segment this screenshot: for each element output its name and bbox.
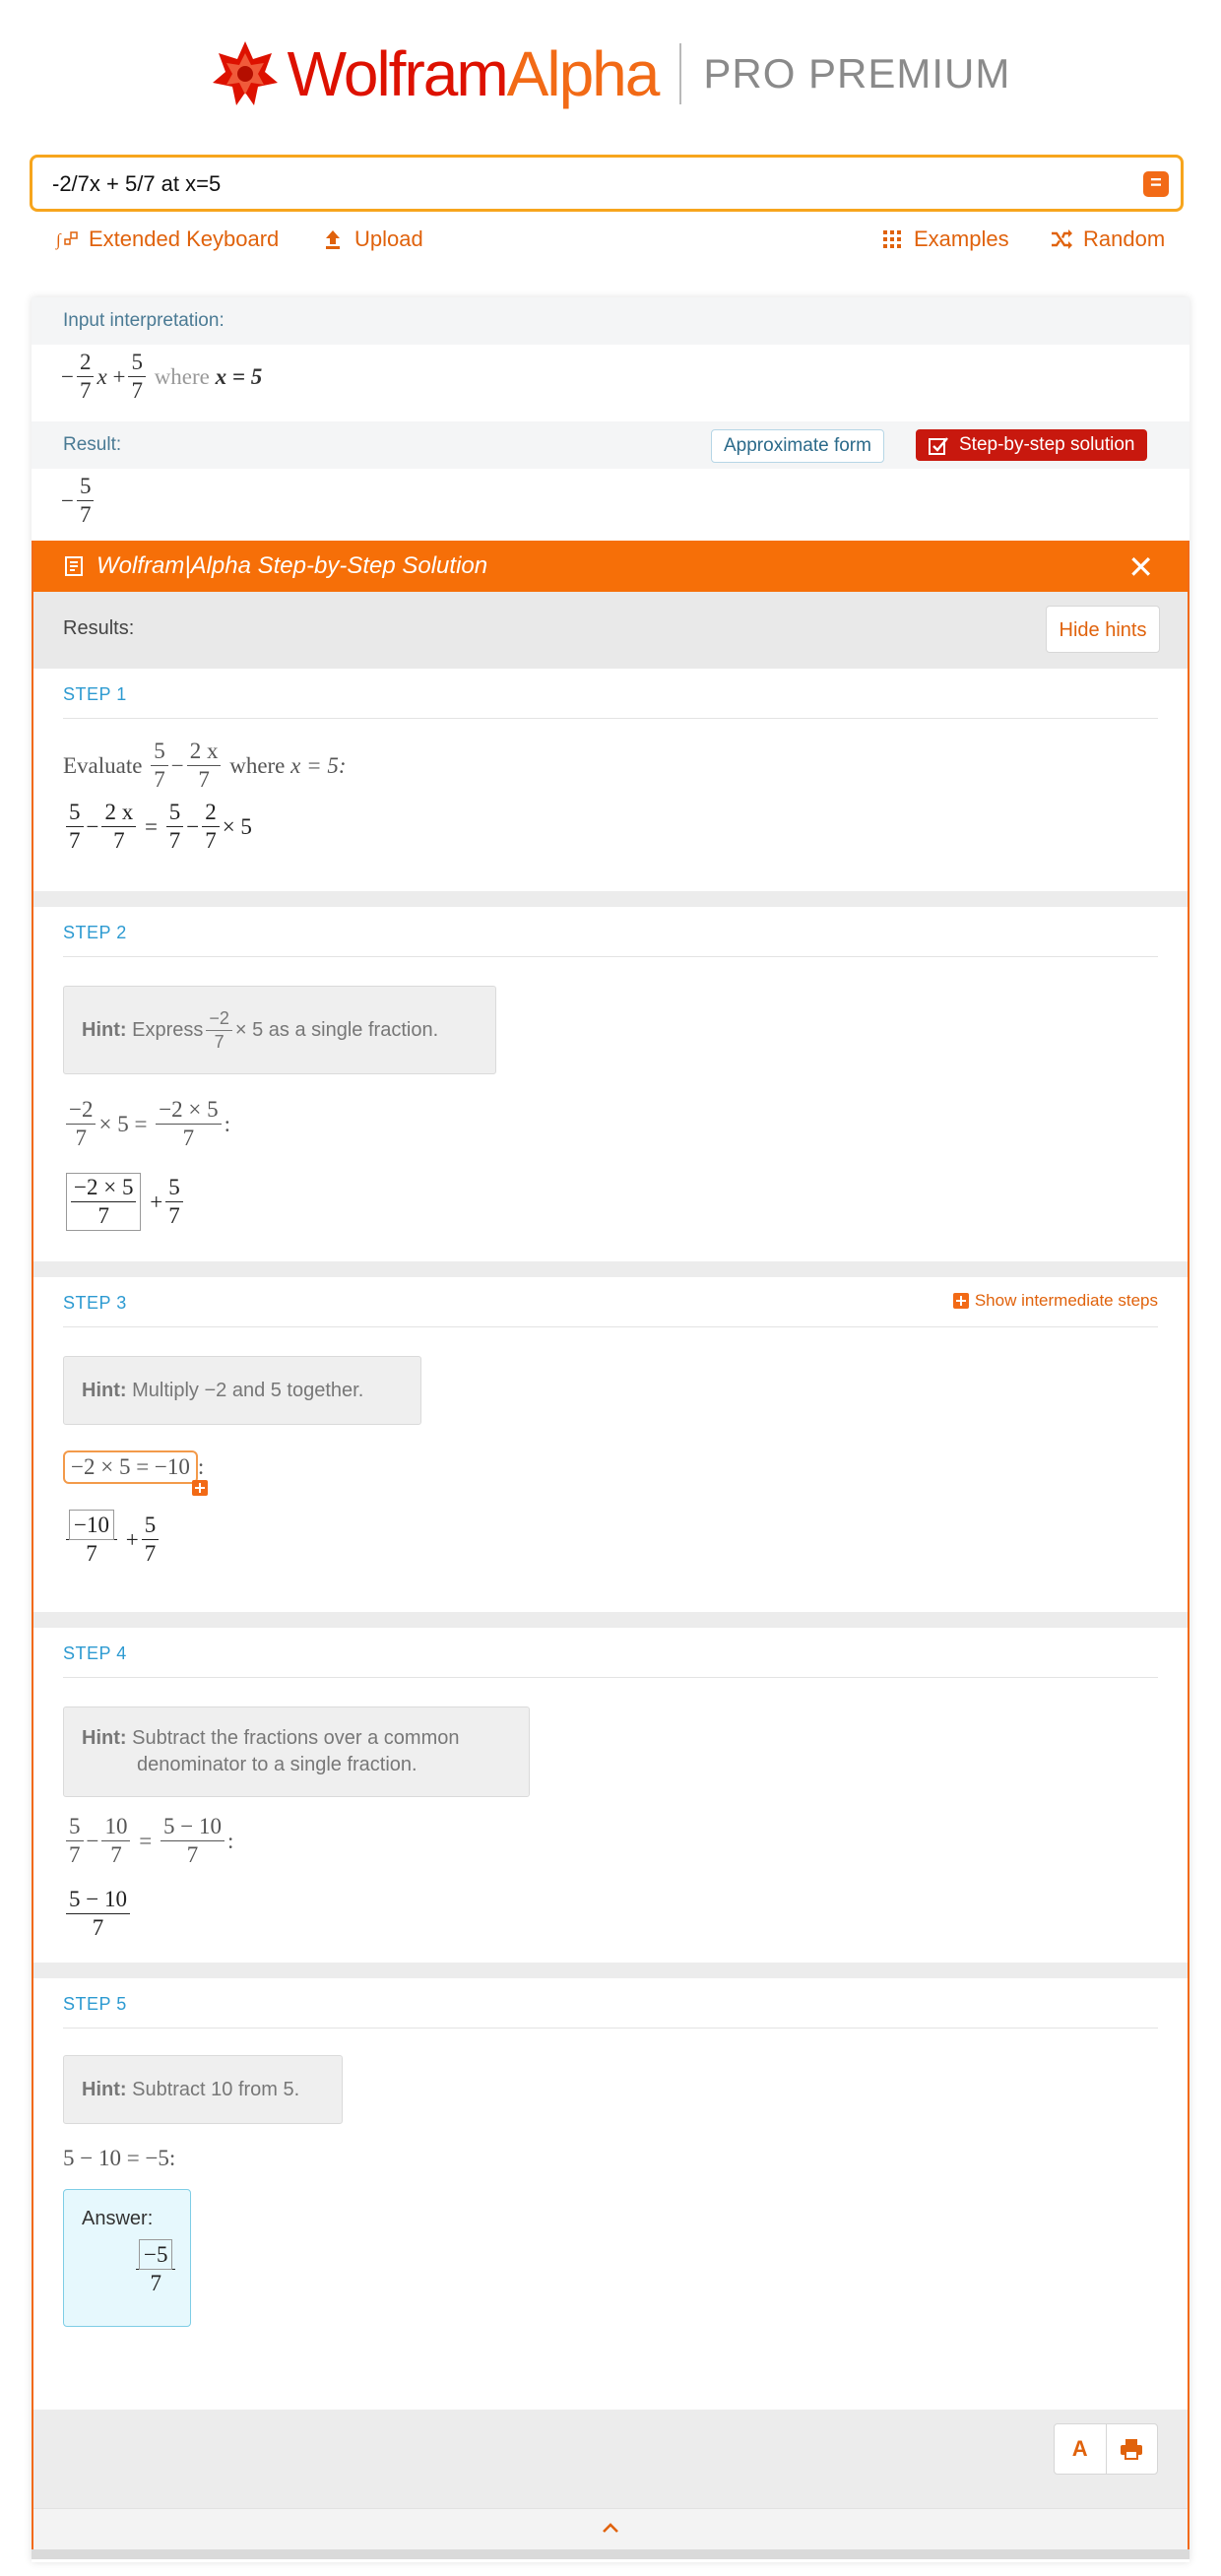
math-plus: + — [150, 1189, 163, 1214]
denominator: 7 — [205, 828, 217, 854]
divider — [63, 956, 1158, 957]
fraction — [161, 1815, 225, 1867]
condition: x = 5 — [215, 363, 263, 389]
hint-text: Subtract the fractions over a common — [132, 1727, 460, 1749]
numerator: 5 — [77, 475, 95, 501]
brand-name — [288, 37, 659, 110]
shuffle-icon — [1050, 227, 1073, 251]
fraction — [66, 1888, 130, 1940]
math-minus: − — [186, 813, 200, 839]
math-plus: + — [125, 1526, 139, 1552]
step-1-equation — [63, 801, 252, 853]
numerator: 10 — [101, 1815, 130, 1841]
numerator: 2 x — [101, 801, 136, 827]
input-pod-title: Input interpretation: — [63, 310, 225, 331]
denominator: 7 — [110, 1842, 122, 1868]
step-separator — [33, 891, 1188, 907]
plus-square-icon — [953, 1293, 969, 1309]
divider — [63, 1677, 1158, 1678]
compute-button[interactable]: = — [1143, 171, 1169, 197]
math-minus: − — [61, 487, 74, 513]
step-1-statement — [63, 740, 347, 792]
step-3-equation — [63, 1450, 204, 1484]
evaluate-label: Evaluate — [63, 752, 143, 778]
numerator: 5 — [142, 1513, 160, 1540]
math-times: × 5 = — [98, 1111, 148, 1136]
expression: 5 − 10 = −5: — [63, 2146, 176, 2170]
chevron-up-icon — [601, 2521, 620, 2535]
hint-text: denominator to a single fraction. — [137, 1754, 418, 1775]
fraction-boxed — [66, 1173, 141, 1231]
step-separator — [33, 1612, 1188, 1628]
step-1 — [33, 669, 1188, 891]
step-2 — [33, 907, 1188, 1261]
results-label: Results: — [63, 617, 135, 639]
numerator-boxed: −10 — [69, 1510, 114, 1540]
printer-icon — [1120, 2438, 1143, 2460]
notebook-icon — [63, 554, 87, 578]
denominator: 7 — [69, 1842, 81, 1868]
step-label: STEP 5 — [63, 1994, 127, 2014]
upload-button[interactable] — [321, 226, 423, 252]
examples-button[interactable] — [880, 226, 1009, 252]
fraction — [66, 1513, 117, 1566]
hint-box — [63, 1356, 421, 1425]
fraction — [66, 801, 84, 853]
step-label: STEP 3 — [63, 1293, 127, 1313]
hint-box — [63, 986, 496, 1074]
expression: −2 × 5 = −10 — [71, 1454, 190, 1479]
where-label: where — [154, 363, 210, 389]
show-intermediate-label: Show intermediate steps — [974, 1291, 1158, 1310]
step-label: STEP 1 — [63, 684, 127, 704]
numerator: 5 − 10 — [66, 1888, 130, 1914]
numerator: 5 — [128, 351, 146, 377]
expandable-expression[interactable] — [63, 1450, 198, 1484]
numerator: 5 − 10 — [161, 1815, 225, 1841]
math-colon: : — [224, 1111, 231, 1136]
upload-label: Upload — [354, 226, 423, 251]
step-5 — [33, 1978, 1188, 2382]
condition: x = 5: — [290, 752, 347, 778]
math-equals: = — [139, 1828, 153, 1853]
fraction — [101, 801, 136, 853]
answer-box — [63, 2189, 191, 2327]
numerator: 5 — [66, 1815, 84, 1841]
denominator: 7 — [150, 2271, 161, 2296]
step-label: STEP 2 — [63, 923, 127, 942]
hint-label: Hint: — [82, 1727, 127, 1749]
math-times: × 5 — [222, 813, 252, 839]
numerator: −2 × 5 — [156, 1098, 221, 1125]
step-3 — [33, 1277, 1188, 1602]
math-minus: − — [170, 752, 184, 778]
fraction — [101, 1815, 130, 1867]
math-minus: − — [86, 1828, 99, 1853]
fraction — [151, 740, 168, 792]
collapse-bar[interactable] — [33, 2508, 1188, 2550]
panel-footer — [33, 2410, 1188, 2508]
divider — [63, 1326, 1158, 1327]
numerator: 5 — [166, 801, 184, 827]
extended-keyboard-label: Extended Keyboard — [89, 226, 280, 251]
step-3-result — [63, 1513, 161, 1566]
random-label: Random — [1083, 226, 1166, 251]
step-separator — [33, 1963, 1188, 1978]
checkbox-icon — [928, 435, 949, 457]
footer-button-group — [1054, 2423, 1158, 2475]
math-colon: : — [197, 1454, 205, 1479]
step-4-result — [63, 1888, 133, 1940]
result-math — [61, 475, 96, 527]
print-button[interactable] — [1107, 2424, 1158, 2474]
math-equals: = — [144, 813, 158, 839]
denominator: 7 — [214, 1031, 225, 1052]
math-minus: − — [86, 813, 99, 839]
approximate-form-button[interactable]: Approximate form — [711, 429, 884, 463]
numerator: 5 — [66, 801, 84, 827]
numerator: 2 — [77, 351, 95, 377]
logo-divider — [679, 43, 681, 104]
hint-text: × 5 as a single fraction. — [234, 1018, 439, 1041]
numerator: −2 — [206, 1009, 232, 1031]
step-2-equation — [63, 1098, 230, 1150]
step-by-step-title-bar — [33, 541, 1188, 592]
fraction — [142, 1513, 160, 1566]
brand-wolfram: Wolfram — [287, 38, 507, 109]
denominator: 7 — [69, 828, 81, 854]
step-by-step-label: Step-by-step solution — [959, 434, 1135, 455]
result-pod-body — [32, 469, 1189, 541]
where-label: where — [229, 752, 286, 778]
extended-keyboard-button[interactable] — [55, 226, 279, 252]
wolframalpha-logo[interactable] — [211, 37, 1011, 110]
plain-text-button[interactable]: A — [1055, 2424, 1107, 2474]
numerator: 2 x — [187, 740, 222, 766]
numerator: 5 — [151, 740, 168, 766]
numerator: −2 — [66, 1098, 96, 1125]
input-pod-body — [32, 345, 1189, 421]
wolfram-spikey-icon — [211, 39, 280, 108]
divider — [63, 718, 1158, 719]
denominator: 7 — [79, 378, 92, 404]
denominator: 7 — [113, 828, 125, 854]
result-pod-header — [32, 421, 1189, 469]
search-toolbar — [0, 226, 1221, 256]
denominator: 7 — [86, 1541, 97, 1567]
denominator: 7 — [97, 1203, 109, 1229]
header — [0, 37, 1221, 113]
hint-label: Hint: — [82, 2079, 127, 2100]
fraction — [206, 1009, 232, 1052]
hide-hints-button[interactable]: Hide hints — [1046, 606, 1160, 653]
fraction — [128, 351, 146, 403]
step-4 — [33, 1628, 1188, 1963]
math-minus: − — [61, 363, 74, 389]
denominator: 7 — [154, 767, 165, 793]
keyboard-formula-icon — [55, 227, 79, 251]
step-4-equation — [63, 1815, 233, 1867]
step-2-result — [63, 1173, 186, 1231]
fraction — [165, 1176, 183, 1228]
bottom-shadow-bar — [32, 2549, 1189, 2559]
tier-label: PRO PREMIUM — [703, 50, 1011, 97]
fraction — [66, 1815, 84, 1867]
answer-label: Answer: — [82, 2208, 154, 2229]
step-by-step-button[interactable] — [916, 429, 1147, 461]
denominator: 7 — [92, 1915, 104, 1941]
numerator: −2 × 5 — [71, 1176, 136, 1202]
hint-text: Subtract 10 from 5. — [132, 2079, 300, 2100]
fraction — [136, 2243, 175, 2295]
input-pod-header — [32, 297, 1189, 345]
hint-label: Hint: — [82, 1018, 127, 1041]
math-colon: : — [226, 1828, 234, 1853]
step-separator — [33, 1261, 1188, 1277]
answer-math — [133, 2243, 178, 2295]
examples-label: Examples — [914, 226, 1009, 251]
numerator-boxed: −5 — [139, 2239, 172, 2270]
step-by-step-panel — [32, 541, 1189, 2549]
hint-text: Express — [132, 1018, 204, 1041]
hint-box — [63, 2055, 343, 2124]
random-button[interactable] — [1050, 226, 1165, 252]
fraction — [77, 475, 95, 527]
math-plus: + — [112, 363, 126, 389]
results-bar — [33, 592, 1188, 669]
result-pod-title: Result: — [63, 434, 122, 455]
brand-alpha: Alpha — [506, 38, 659, 109]
numerator: 2 — [202, 801, 220, 827]
fraction — [77, 351, 95, 403]
divider — [63, 2028, 1158, 2029]
hint-box — [63, 1707, 530, 1797]
fraction — [156, 1098, 221, 1150]
upload-icon — [321, 227, 345, 251]
denominator: 7 — [198, 767, 210, 793]
hint-text: Multiply −2 and 5 together. — [132, 1380, 364, 1401]
fraction — [66, 1098, 96, 1150]
step-by-step-title: Wolfram|Alpha Step-by-Step Solution — [96, 552, 488, 579]
denominator: 7 — [79, 502, 92, 528]
denominator: 7 — [182, 1126, 195, 1151]
fraction — [166, 801, 184, 853]
denominator: 7 — [75, 1126, 87, 1151]
input-interpretation-math — [61, 351, 262, 403]
denominator: 7 — [131, 378, 143, 404]
grid-dots-icon — [880, 227, 904, 251]
svg-text:∫: ∫ — [56, 230, 61, 249]
denominator: 7 — [168, 1203, 180, 1229]
denominator: 7 — [186, 1842, 199, 1868]
fraction — [187, 740, 222, 792]
fraction — [202, 801, 220, 853]
expand-plus-icon[interactable] — [192, 1480, 208, 1496]
denominator: 7 — [144, 1541, 157, 1567]
close-icon[interactable]: ✕ — [1127, 549, 1154, 585]
numerator: 5 — [165, 1176, 183, 1202]
step-label: STEP 4 — [63, 1643, 127, 1663]
denominator: 7 — [168, 828, 181, 854]
step-5-equation — [63, 2146, 175, 2171]
hint-label: Hint: — [82, 1380, 127, 1401]
math-variable: x — [96, 363, 107, 389]
show-intermediate-steps-button[interactable] — [953, 1291, 1158, 1311]
search-box — [30, 155, 1184, 212]
search-input[interactable] — [50, 170, 1118, 198]
